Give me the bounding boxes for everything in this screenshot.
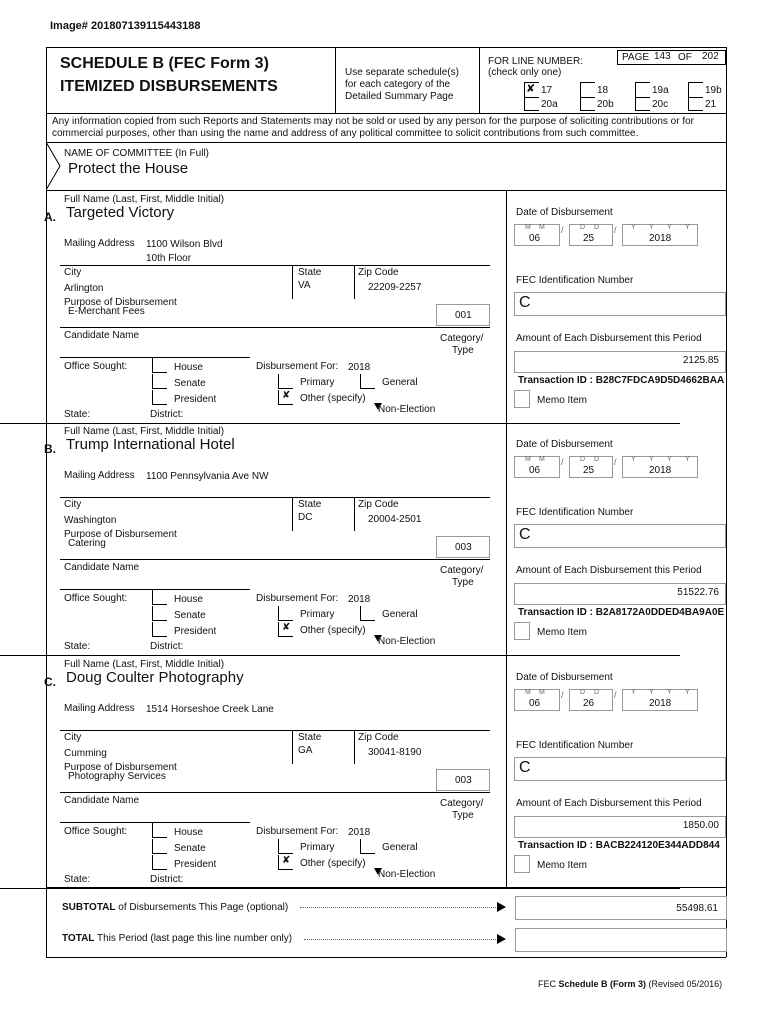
purpose-label: Purpose of Disbursement — [64, 762, 177, 773]
yy-label-2: Y — [649, 224, 654, 231]
general-label: General — [382, 842, 418, 853]
memo-label: Memo Item — [537, 860, 588, 871]
date-label: Date of Disbursement — [516, 207, 613, 218]
amount-field[interactable] — [514, 351, 726, 373]
form-subtitle: ITEMIZED DISBURSEMENTS — [60, 78, 278, 95]
candidate-name-label: Candidate Name — [64, 795, 140, 806]
senate-checkbox[interactable] — [152, 374, 167, 389]
line-20c-label: 20c — [652, 99, 669, 110]
page-number-box — [617, 50, 726, 65]
line-17-label: 17 — [541, 85, 553, 96]
category-value: 001 — [455, 310, 472, 321]
mm-label-1: M — [525, 689, 531, 696]
subtotal-label — [62, 902, 288, 913]
senate-label: Senate — [174, 610, 206, 621]
line-21-checkbox[interactable] — [688, 96, 703, 111]
line-21-label: 21 — [705, 99, 717, 110]
year-value: 2018 — [649, 465, 672, 476]
for-line-label: FOR LINE NUMBER: — [488, 56, 584, 67]
president-checkbox[interactable] — [152, 622, 167, 637]
yy-label-4: Y — [685, 224, 690, 231]
page-of-label: OF — [678, 52, 692, 63]
day-field[interactable] — [569, 689, 613, 711]
check-mark-icon: ✘ — [282, 855, 291, 866]
city-value: Washington — [64, 515, 117, 526]
mm-label-2: M — [539, 689, 545, 696]
dd-label-1: D — [580, 689, 586, 696]
fec-id-field[interactable] — [514, 757, 726, 781]
disbursement-year: 2018 — [348, 594, 371, 605]
senate-label: Senate — [174, 843, 206, 854]
category-label: Category/ — [440, 565, 484, 576]
total-label — [62, 933, 292, 944]
page-label: PAGE — [622, 52, 650, 63]
category-field[interactable] — [436, 304, 490, 326]
house-label: House — [174, 594, 203, 605]
purpose-label: Purpose of Disbursement — [64, 529, 177, 540]
line-20c-checkbox[interactable] — [635, 96, 650, 111]
state-value: GA — [298, 745, 313, 756]
subtotal-value: 55498.61 — [676, 903, 718, 914]
disbursement-year: 2018 — [348, 827, 371, 838]
yy-label-4: Y — [685, 456, 690, 463]
entry-letter: A. — [44, 210, 56, 224]
type-label: Type — [452, 577, 474, 588]
fec-id-prefix: C — [519, 759, 531, 776]
subtotal-leader — [300, 907, 496, 908]
year-value: 2018 — [649, 233, 672, 244]
president-checkbox[interactable] — [152, 855, 167, 870]
total-leader — [304, 939, 496, 940]
state-label: State — [298, 499, 322, 510]
date-slash-2: / — [614, 457, 617, 467]
office-sought-label: Office Sought: — [64, 361, 128, 372]
primary-checkbox[interactable] — [278, 374, 293, 389]
address-line-1: 1514 Horseshoe Creek Lane — [146, 704, 274, 715]
full-name-label: Full Name (Last, First, Middle Initial) — [64, 659, 225, 670]
committee-bracket-icon — [46, 142, 66, 192]
memo-checkbox[interactable] — [514, 622, 530, 640]
non-election-label: Non-Election — [378, 636, 436, 647]
line-20a-checkbox[interactable] — [524, 96, 539, 111]
type-label: Type — [452, 345, 474, 356]
mailing-address-label: Mailing Address — [64, 470, 135, 481]
yy-label-1: Y — [631, 224, 636, 231]
amount-value: 2125.85 — [682, 355, 719, 366]
address-line-1: 1100 Pennsylvania Ave NW — [146, 471, 269, 482]
state-value: VA — [298, 280, 311, 291]
check-mark-icon: ✘ — [282, 390, 291, 401]
mm-label-2: M — [539, 224, 545, 231]
line-20b-label: 20b — [597, 99, 614, 110]
city-value: Arlington — [64, 283, 104, 294]
general-label: General — [382, 609, 418, 620]
type-label: Type — [452, 810, 474, 821]
category-label: Category/ — [440, 798, 484, 809]
purpose-label: Purpose of Disbursement — [64, 297, 177, 308]
subtotal-arrow-icon — [497, 902, 507, 912]
state-sought-label: State: — [64, 874, 91, 885]
form-title: SCHEDULE B (FEC Form 3) — [60, 55, 269, 72]
category-value: 003 — [455, 542, 472, 553]
primary-label: Primary — [300, 377, 335, 388]
line-20a-label: 20a — [541, 99, 558, 110]
date-slash-2: / — [614, 225, 617, 235]
house-checkbox[interactable] — [152, 823, 167, 838]
zip-label: Zip Code — [358, 267, 399, 278]
fec-id-label: FEC Identification Number — [516, 740, 634, 751]
transaction-id: Transaction ID : BACB224120E344ADD844 — [518, 840, 720, 851]
entry-letter: B. — [44, 442, 56, 456]
month-field[interactable] — [514, 224, 560, 246]
payee-name: Doug Coulter Photography — [66, 669, 244, 686]
amount-label: Amount of Each Disbursement this Period — [516, 565, 702, 576]
month-value: 06 — [529, 698, 541, 709]
total-arrow-icon — [497, 934, 507, 944]
detailed-summary-text: Detailed Summary Page — [345, 91, 454, 102]
memo-label: Memo Item — [537, 395, 588, 406]
year-field[interactable] — [622, 456, 698, 478]
yy-label-3: Y — [667, 689, 672, 696]
zip-value: 30041-8190 — [368, 747, 422, 758]
general-label: General — [382, 377, 418, 388]
house-checkbox[interactable] — [152, 358, 167, 373]
day-value: 25 — [583, 233, 595, 244]
non-election-label: Non-Election — [378, 404, 436, 415]
zip-value: 22209-2257 — [368, 282, 422, 293]
zip-label: Zip Code — [358, 499, 399, 510]
amount-field[interactable] — [514, 583, 726, 605]
subtotal-field[interactable] — [515, 896, 727, 920]
subtotal-label-rest: of Disbursements This Page (optional) — [118, 902, 289, 913]
entry-letter: C. — [44, 675, 56, 689]
memo-label: Memo Item — [537, 627, 588, 638]
office-sought-label: Office Sought: — [64, 593, 128, 604]
other-label: Other (specify) — [300, 858, 366, 869]
president-checkbox[interactable] — [152, 390, 167, 405]
other-label: Other (specify) — [300, 393, 366, 404]
primary-label: Primary — [300, 609, 335, 620]
footer-revised: (Revised 05/2016) — [648, 979, 723, 989]
yy-label-1: Y — [631, 456, 636, 463]
subtotal-label-bold: SUBTOTAL — [62, 902, 116, 913]
category-value: 003 — [455, 775, 472, 786]
yy-label-3: Y — [667, 456, 672, 463]
full-name-label: Full Name (Last, First, Middle Initial) — [64, 194, 225, 205]
city-label: City — [64, 499, 82, 510]
fec-id-prefix: C — [519, 294, 531, 311]
category-label: Category/ — [440, 333, 484, 344]
date-slash-1: / — [561, 457, 564, 467]
general-checkbox[interactable] — [360, 839, 375, 854]
dd-label-2: D — [594, 224, 600, 231]
memo-checkbox[interactable] — [514, 390, 530, 408]
total-label-rest: This Period (last page this line number only) — [97, 933, 293, 944]
line-18-label: 18 — [597, 85, 609, 96]
use-separate-text: Use separate schedule(s) — [345, 67, 459, 78]
address-line-2: 10th Floor — [146, 253, 192, 264]
state-label: State — [298, 732, 322, 743]
yy-label-2: Y — [649, 456, 654, 463]
amount-label: Amount of Each Disbursement this Period — [516, 798, 702, 809]
day-field[interactable] — [569, 224, 613, 246]
date-label: Date of Disbursement — [516, 672, 613, 683]
memo-checkbox[interactable] — [514, 855, 530, 873]
mailing-address-label: Mailing Address — [64, 238, 135, 249]
senate-checkbox[interactable] — [152, 606, 167, 621]
fec-id-label: FEC Identification Number — [516, 507, 634, 518]
candidate-name-label: Candidate Name — [64, 330, 140, 341]
other-checkbox[interactable] — [278, 855, 293, 870]
check-only-label: (check only one) — [488, 67, 562, 78]
non-election-label: Non-Election — [378, 869, 436, 880]
senate-label: Senate — [174, 378, 206, 389]
fec-id-label: FEC Identification Number — [516, 275, 634, 286]
year-field[interactable] — [622, 224, 698, 246]
total-label-bold: TOTAL — [62, 933, 95, 944]
office-sought-label: Office Sought: — [64, 826, 128, 837]
month-value: 06 — [529, 233, 541, 244]
house-checkbox[interactable] — [152, 590, 167, 605]
check-mark-icon: ✘ — [282, 622, 291, 633]
house-label: House — [174, 827, 203, 838]
notice-text: Any information copied from such Reports and Statements may not be sold or used by any person for the purpose of soliciting contributions or for commercial purposes, other than using the name and address of any political committee to solicit contributions from such committee. — [52, 116, 695, 139]
general-checkbox[interactable] — [360, 374, 375, 389]
committee-name: Protect the House — [68, 160, 189, 177]
footer — [538, 979, 722, 989]
month-field[interactable] — [514, 689, 560, 711]
day-value: 25 — [583, 465, 595, 476]
day-field[interactable] — [569, 456, 613, 478]
district-label: District: — [150, 874, 184, 885]
dd-label-1: D — [580, 224, 586, 231]
committee-label: NAME OF COMMITTEE (In Full) — [64, 148, 209, 159]
for-each-text: for each category of the — [345, 79, 451, 90]
category-field[interactable] — [436, 769, 490, 791]
footer-form: Schedule B (Form 3) — [558, 979, 647, 989]
amount-value: 51522.76 — [677, 587, 719, 598]
yy-label-4: Y — [685, 689, 690, 696]
date-slash-1: / — [561, 690, 564, 700]
primary-label: Primary — [300, 842, 335, 853]
yy-label-2: Y — [649, 689, 654, 696]
line-19b-label: 19b — [705, 85, 722, 96]
month-value: 06 — [529, 465, 541, 476]
image-id: Image# 201807139115443188 — [50, 20, 201, 32]
disbursement-for-label: Disbursement For: — [256, 593, 339, 604]
address-line-1: 1100 Wilson Blvd — [146, 239, 223, 250]
primary-checkbox[interactable] — [278, 839, 293, 854]
state-value: DC — [298, 512, 313, 523]
president-label: President — [174, 859, 217, 870]
disbursement-year: 2018 — [348, 362, 371, 373]
page-total: 202 — [702, 51, 719, 62]
city-value: Cumming — [64, 748, 107, 759]
other-label: Other (specify) — [300, 625, 366, 636]
line-20b-checkbox[interactable] — [580, 96, 595, 111]
day-value: 26 — [583, 698, 595, 709]
disbursement-entry — [46, 191, 726, 423]
year-value: 2018 — [649, 698, 672, 709]
dd-label-1: D — [580, 456, 586, 463]
purpose-value: E-Merchant Fees — [68, 306, 145, 317]
date-slash-1: / — [561, 225, 564, 235]
transaction-id: Transaction ID : B2A8172A0DDED4BA9A0E — [518, 607, 725, 618]
state-sought-label: State: — [64, 641, 91, 652]
amount-field[interactable] — [514, 816, 726, 838]
state-sought-label: State: — [64, 409, 91, 420]
total-field[interactable] — [515, 928, 727, 952]
yy-label-1: Y — [631, 689, 636, 696]
district-label: District: — [150, 409, 184, 420]
amount-label: Amount of Each Disbursement this Period — [516, 333, 702, 344]
purpose-value: Photography Services — [68, 771, 166, 782]
district-label: District: — [150, 641, 184, 652]
primary-checkbox[interactable] — [278, 606, 293, 621]
president-label: President — [174, 626, 217, 637]
check-mark-icon: ✘ — [526, 83, 536, 95]
general-checkbox[interactable] — [360, 606, 375, 621]
year-field[interactable] — [622, 689, 698, 711]
mm-label-2: M — [539, 456, 545, 463]
dd-label-2: D — [594, 456, 600, 463]
disbursement-entry — [46, 656, 726, 888]
house-label: House — [174, 362, 203, 373]
state-label: State — [298, 267, 322, 278]
full-name-label: Full Name (Last, First, Middle Initial) — [64, 426, 225, 437]
zip-label: Zip Code — [358, 732, 399, 743]
city-label: City — [64, 732, 82, 743]
transaction-id: Transaction ID : B28C7FDCA9D5D4662BAA — [518, 375, 725, 386]
amount-value: 1850.00 — [682, 820, 719, 831]
payee-name: Targeted Victory — [66, 204, 175, 221]
category-field[interactable] — [436, 536, 490, 558]
date-label: Date of Disbursement — [516, 439, 613, 450]
fec-id-prefix: C — [519, 526, 531, 543]
other-checkbox[interactable] — [278, 390, 293, 405]
line-19a-label: 19a — [652, 85, 669, 96]
disbursement-for-label: Disbursement For: — [256, 826, 339, 837]
mailing-address-label: Mailing Address — [64, 703, 135, 714]
mm-label-1: M — [525, 456, 531, 463]
president-label: President — [174, 394, 217, 405]
other-checkbox[interactable] — [278, 622, 293, 637]
disbursement-for-label: Disbursement For: — [256, 361, 339, 372]
disbursement-entry — [46, 423, 726, 655]
senate-checkbox[interactable] — [152, 839, 167, 854]
city-label: City — [64, 267, 82, 278]
mm-label-1: M — [525, 224, 531, 231]
purpose-value: Catering — [68, 538, 106, 549]
month-field[interactable] — [514, 456, 560, 478]
footer-fec: FEC — [538, 979, 556, 989]
candidate-name-label: Candidate Name — [64, 562, 140, 573]
yy-label-3: Y — [667, 224, 672, 231]
payee-name: Trump International Hotel — [66, 436, 235, 453]
page-number: 143 — [654, 51, 671, 62]
zip-value: 20004-2501 — [368, 514, 422, 525]
fec-id-field[interactable] — [514, 292, 726, 316]
dd-label-2: D — [594, 689, 600, 696]
date-slash-2: / — [614, 690, 617, 700]
fec-id-field[interactable] — [514, 524, 726, 548]
